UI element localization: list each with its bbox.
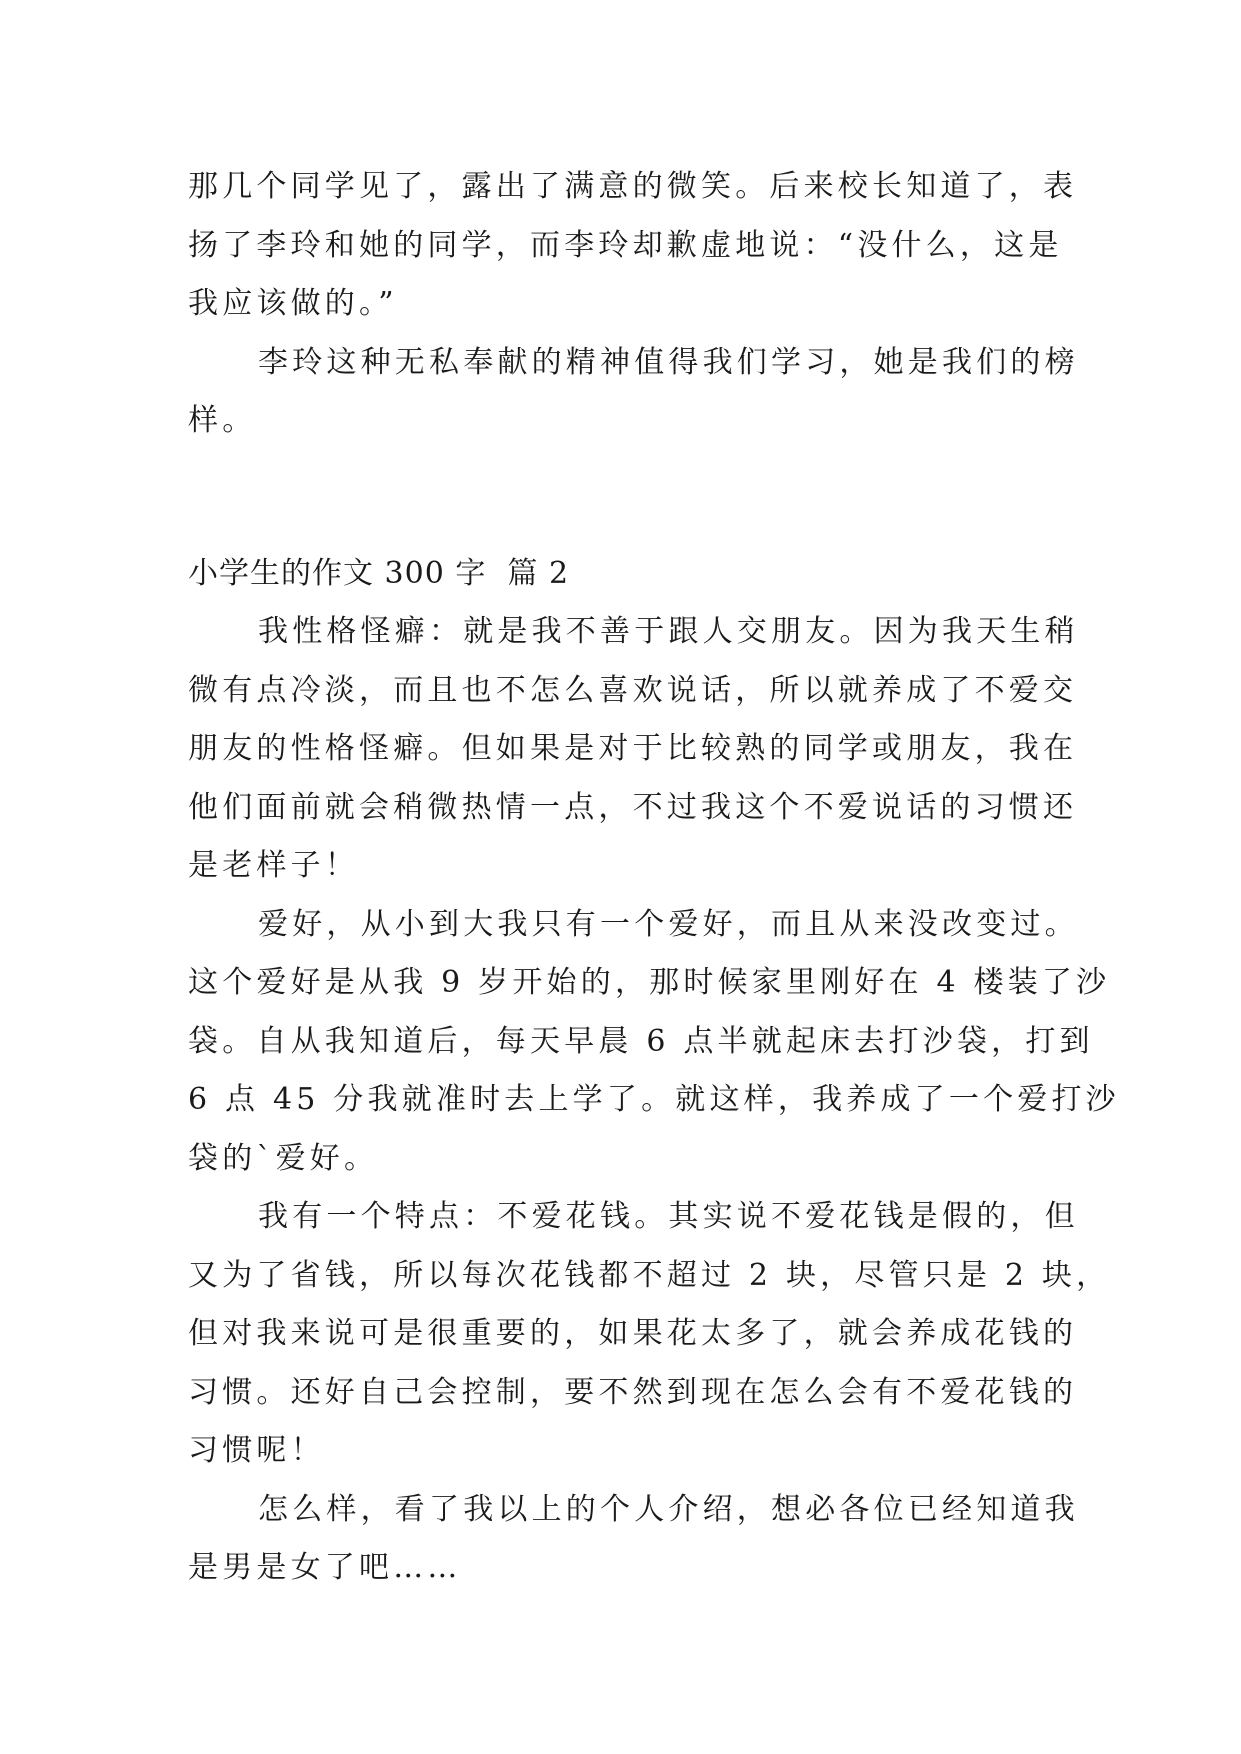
text-line: 袋的`爱好。 xyxy=(188,1140,379,1176)
text-line: 我有一个特点：不爱花钱。其实说不爱花钱是假的，但 xyxy=(258,1199,1079,1234)
text-line: 这个爱好是从我 9 岁开始的，那时候家里刚好在 4 楼装了沙 xyxy=(188,965,1111,1000)
text-line: 朋友的性格怪癖。但如果是对于比较熟的同学或朋友，我在 xyxy=(188,731,1078,766)
text-line: 样。 xyxy=(188,403,257,438)
text-line: 扬了李玲和她的同学，而李玲却歉虚地说：“没什么，这是 xyxy=(188,227,1063,263)
text-line: 又为了省钱，所以每次花钱都不超过 2 块，尽管只是 2 块， xyxy=(188,1257,1111,1293)
paragraph xyxy=(188,1481,1079,1598)
section-1 xyxy=(188,158,1079,451)
text-line: 李玲这种无私奉献的精神值得我们学习，她是我们的榜 xyxy=(258,344,1079,380)
text-line: 是老样子！ xyxy=(188,848,359,883)
paragraph xyxy=(188,334,1079,451)
text-line: 习惯。还好自己会控制，要不然到现在怎么会有不爱花钱的 xyxy=(188,1374,1078,1410)
text-line: 那几个同学见了，露出了满意的微笑。后来校长知道了，表 xyxy=(188,169,1078,204)
paragraph xyxy=(188,896,1120,1189)
section-heading: 小学生的作文 300 字 篇 2 xyxy=(188,555,570,591)
text-line: 袋。自从我知道后，每天早晨 6 点半就起床去打沙袋，打到 xyxy=(188,1023,1094,1059)
text-line: 但对我来说可是很重要的，如果花太多了，就会养成花钱的 xyxy=(188,1316,1078,1351)
text-line: 是男是女了吧…… xyxy=(188,1550,462,1585)
section-2 xyxy=(188,545,1120,1598)
text-line: 我应该做的。” xyxy=(188,286,398,321)
document-body xyxy=(188,158,1120,1598)
text-line: 爱好，从小到大我只有一个爱好，而且从来没改变过。 xyxy=(258,906,1079,942)
paragraph xyxy=(188,603,1079,896)
text-line: 微有点冷淡，而且也不怎么喜欢说话，所以就养成了不爱交 xyxy=(188,672,1078,708)
text-line: 我性格怪癖：就是我不善于跟人交朋友。因为我天生稍 xyxy=(258,614,1079,649)
paragraph xyxy=(188,1188,1111,1481)
text-line: 6 点 45 分我就准时去上学了。就这样，我养成了一个爱打沙 xyxy=(188,1082,1120,1117)
text-line: 他们面前就会稍微热情一点，不过我这个不爱说话的习惯还 xyxy=(188,789,1078,825)
paragraph xyxy=(188,158,1078,334)
text-line: 怎么样，看了我以上的个人介绍，想必各位已经知道我 xyxy=(258,1491,1079,1527)
text-line: 习惯呢！ xyxy=(188,1433,325,1468)
